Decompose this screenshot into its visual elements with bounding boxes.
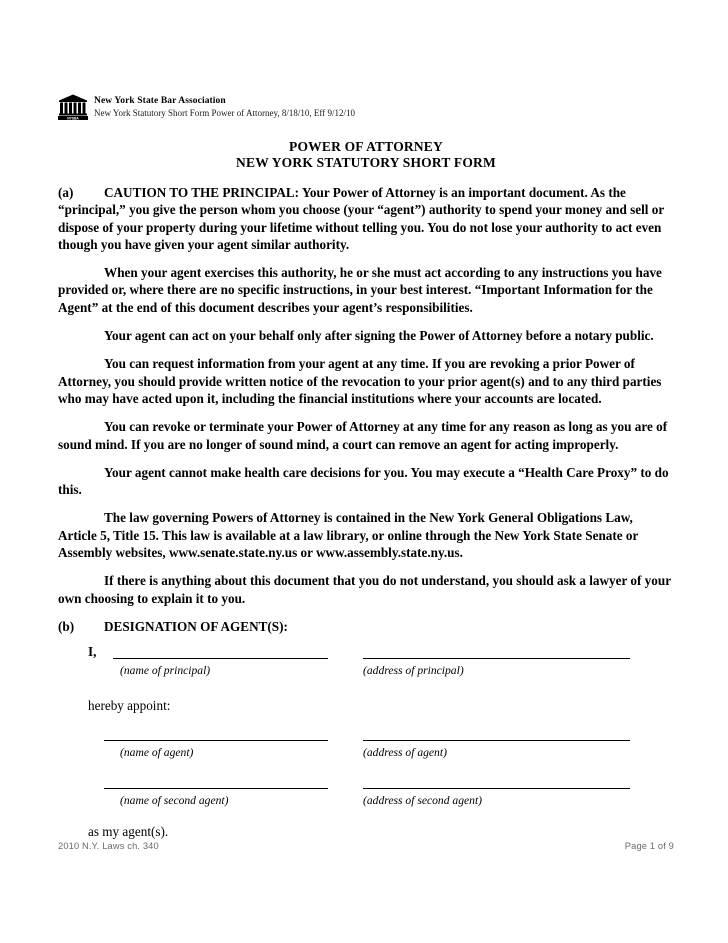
page-footer (58, 841, 674, 851)
principal-address-caption: (address of principal) (363, 664, 464, 677)
agent-address-field[interactable] (363, 740, 630, 741)
as-my-agents-label: as my agent(s). (88, 824, 169, 839)
agent-name-caption: (name of agent) (120, 746, 194, 759)
hereby-appoint-label: hereby appoint: (88, 698, 171, 713)
principal-name-caption: (name of principal) (120, 664, 211, 677)
paragraph-agent-instructions: When your agent exercises this authority, he or she must act according to any instructions you have provided or, where there are no specific instructions, in your best interest. “Important Information for the Agent” at the end of this document describes your agent’s responsibilities. (58, 265, 662, 315)
lead-in-label: I, (88, 644, 97, 659)
paragraph-revoke-terminate: You can revoke or terminate your Power of Attorney at any time for any reason as long as you are of sound mind. If you are no longer of sound mind, a court can remove an agent for acting improperly. (58, 419, 668, 452)
paragraph-health-care-proxy: Your agent cannot make health care decisions for you. You may execute a “Health Care Proxy” to do this. (58, 464, 669, 498)
section-b-heading-text: DESIGNATION OF AGENT(S): (104, 618, 288, 634)
agent-row (58, 726, 674, 774)
principal-name-field[interactable] (113, 658, 328, 659)
nysba-building-columns-icon (58, 94, 88, 120)
second-agent-name-caption: (name of second agent) (120, 794, 229, 807)
agent-address-caption: (address of agent) (363, 746, 447, 759)
second-agent-address-field[interactable] (363, 788, 630, 789)
form-reference: New York Statutory Short Form Power of Attorney, 8/18/10, Eff 9/12/10 (94, 108, 355, 118)
body-text-block (58, 184, 674, 644)
paragraph-ask-lawyer: If there is anything about this document that you do not understand, you should ask a lawyer of your own choosing to explain it to you. (58, 573, 671, 606)
title-line-1: POWER OF ATTORNEY (289, 139, 443, 154)
principal-address-field[interactable] (363, 658, 630, 659)
second-agent-name-field[interactable] (104, 788, 328, 789)
title-line-2: NEW YORK STATUTORY SHORT FORM (236, 155, 496, 170)
paragraph-governing-law: The law governing Powers of Attorney is contained in the New York General Obligations Law, Article 5, Title 15. This law is available at a law library, or online through the New York State Senate or Assembly websites, www.senate.state.ny.us or www.assembly.state.ny.us. (58, 510, 639, 561)
letterhead-text (94, 93, 355, 119)
footer-citation: 2010 N.Y. Laws ch. 340 (58, 841, 159, 851)
document-title (58, 139, 674, 171)
organization-name: New York State Bar Association (94, 96, 226, 106)
svg-text:NYSBA: NYSBA (67, 116, 79, 120)
section-b-heading (58, 618, 674, 635)
paragraph-a-text: CAUTION TO THE PRINCIPAL: Your Power of Attorney is an important document. As the “principal,” you give the person whom you choose (your “agent”) authority to spend your money and sell or dispose of your property during your lifetime without telling you. You do not lose your authority to act even though you have given your agent similar authority. (58, 185, 664, 252)
second-agent-row (58, 774, 674, 822)
paragraph-notary-requirement: Your agent can act on your behalf only after signing the Power of Attorney before a notary public. (104, 328, 654, 344)
designation-form (58, 644, 674, 846)
letterhead (58, 93, 674, 120)
section-marker-b: (b) (58, 618, 75, 634)
footer-page-number: Page 1 of 9 (624, 841, 674, 851)
second-agent-address-caption: (address of second agent) (363, 794, 483, 807)
section-marker-a: (a) (58, 185, 74, 200)
appoint-row (58, 692, 674, 726)
paragraph-request-information: You can request information from your agent at any time. If you are revoking a prior Power of Attorney, you should provide written notice of the revocation to your prior agent(s) and to any third parties who may have acted upon it, including the financial institutions where your accounts are located. (58, 356, 662, 406)
principal-row (58, 644, 674, 692)
paragraph-a-caution (58, 184, 674, 253)
agent-name-field[interactable] (104, 740, 328, 741)
